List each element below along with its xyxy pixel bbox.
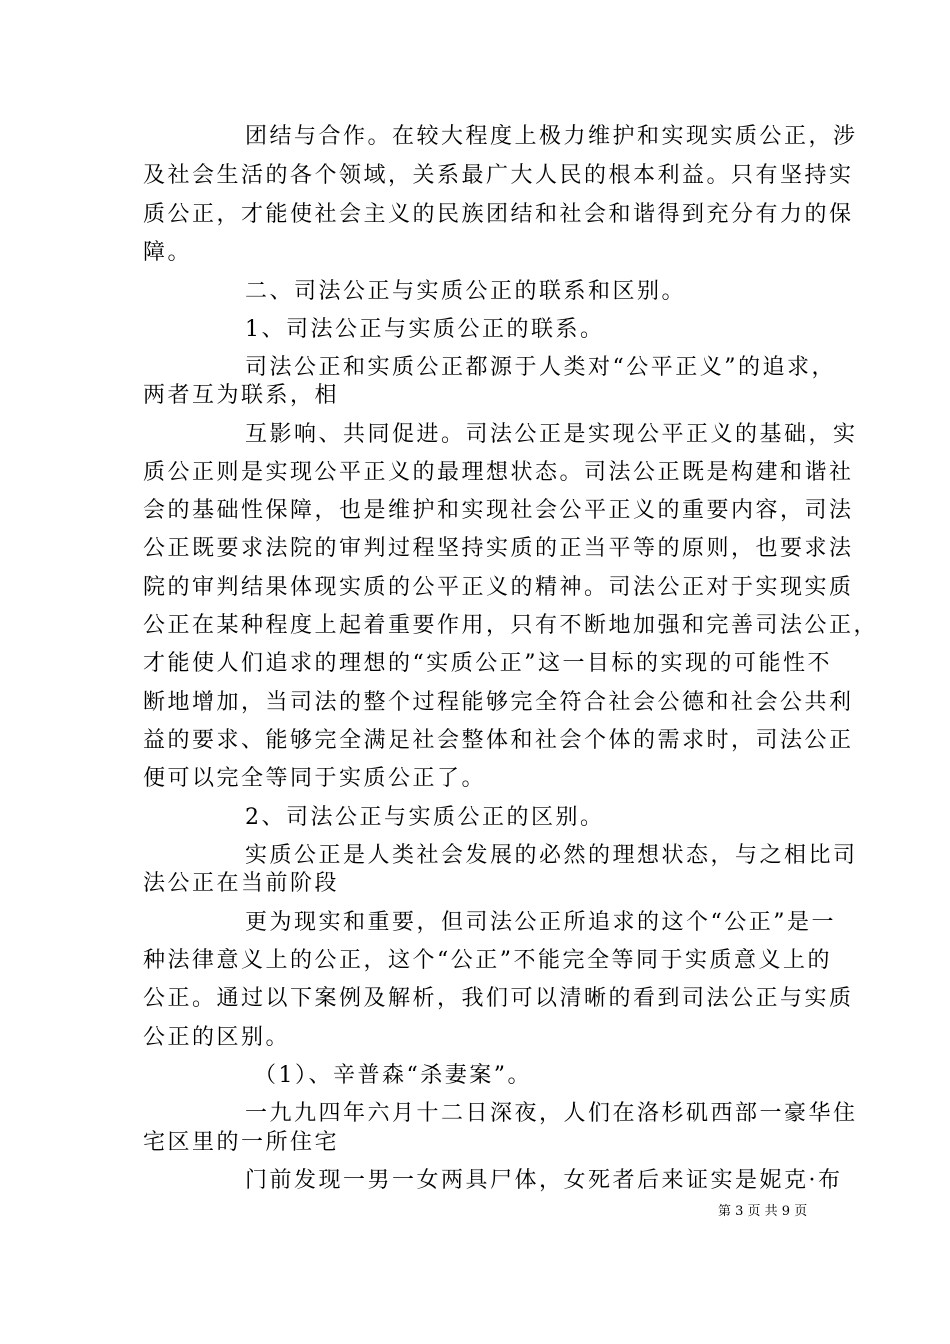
text-line: 断地增加，当司法的整个过程能够完全符合社会公德和社会公共利 xyxy=(143,690,854,715)
text-line: 便可以完全等同于实质公正了。 xyxy=(143,766,487,791)
text-line: 司法公正和实质公正都源于人类对“公平正义”的追求， xyxy=(245,355,836,380)
text-line: 公正。通过以下案例及解析，我们可以清晰的看到司法公正与实质 xyxy=(143,986,854,1011)
text-line: 质公正，才能使社会主义的民族团结和社会和谐得到充分有力的保 xyxy=(143,202,854,227)
page-number: 第 3 页 共 9 页 xyxy=(718,1204,808,1219)
text-line: 院的审判结果体现实质的公平正义的精神。司法公正对于实现实质 xyxy=(143,575,854,600)
text-line: 公正在某种程度上起着重要作用，只有不断地加强和完善司法公正， xyxy=(143,613,879,638)
text-line: 质公正则是实现公平正义的最理想状态。司法公正既是构建和谐社 xyxy=(143,460,854,485)
subsection-heading: 2、司法公正与实质公正的区别。 xyxy=(245,805,605,830)
text-line: 会的基础性保障，也是维护和实现社会公平正义的重要内容，司法 xyxy=(143,498,854,523)
text-line: 实质公正是人类社会发展的必然的理想状态，与之相比司 xyxy=(245,843,858,868)
text-line: 益的要求、能够完全满足社会整体和社会个体的需求时，司法公正 xyxy=(143,728,854,753)
text-line: 更为现实和重要，但司法公正所追求的这个“公正”是一 xyxy=(245,910,836,935)
text-line: 才能使人们追求的理想的“实质公正”这一目标的实现的可能性不 xyxy=(143,651,832,676)
text-line: 互影响、共同促进。司法公正是实现公平正义的基础，实 xyxy=(245,422,858,447)
text-line: 公正的区别。 xyxy=(143,1025,291,1050)
section-heading: 二、司法公正与实质公正的联系和区别。 xyxy=(245,279,687,304)
text-line: 公正既要求法院的审判过程坚持实质的正当平等的原则，也要求法 xyxy=(143,536,854,561)
text-line: 团结与合作。在较大程度上极力维护和实现实质公正，涉 xyxy=(245,124,858,149)
subsection-heading: 1、司法公正与实质公正的联系。 xyxy=(245,317,605,342)
case-heading: （1）、辛普森“杀妻案”。 xyxy=(254,1063,532,1088)
text-line: 障。 xyxy=(143,240,193,265)
text-line: 法公正在当前阶段 xyxy=(143,871,340,896)
text-line: 种法律意义上的公正，这个“公正”不能完全等同于实质意义上的 xyxy=(143,948,832,973)
text-line: 及社会生活的各个领域，关系最广大人民的根本利益。只有坚持实 xyxy=(143,163,854,188)
text-line: 宅区里的一所住宅 xyxy=(143,1130,340,1155)
text-line: 两者互为联系，相 xyxy=(143,383,340,408)
text-line: 一九九四年六月十二日深夜，人们在洛杉矶西部一豪华住 xyxy=(245,1101,858,1126)
text-line: 门前发现一男一女两具尸体，女死者后来证实是妮克·布 xyxy=(245,1168,843,1193)
